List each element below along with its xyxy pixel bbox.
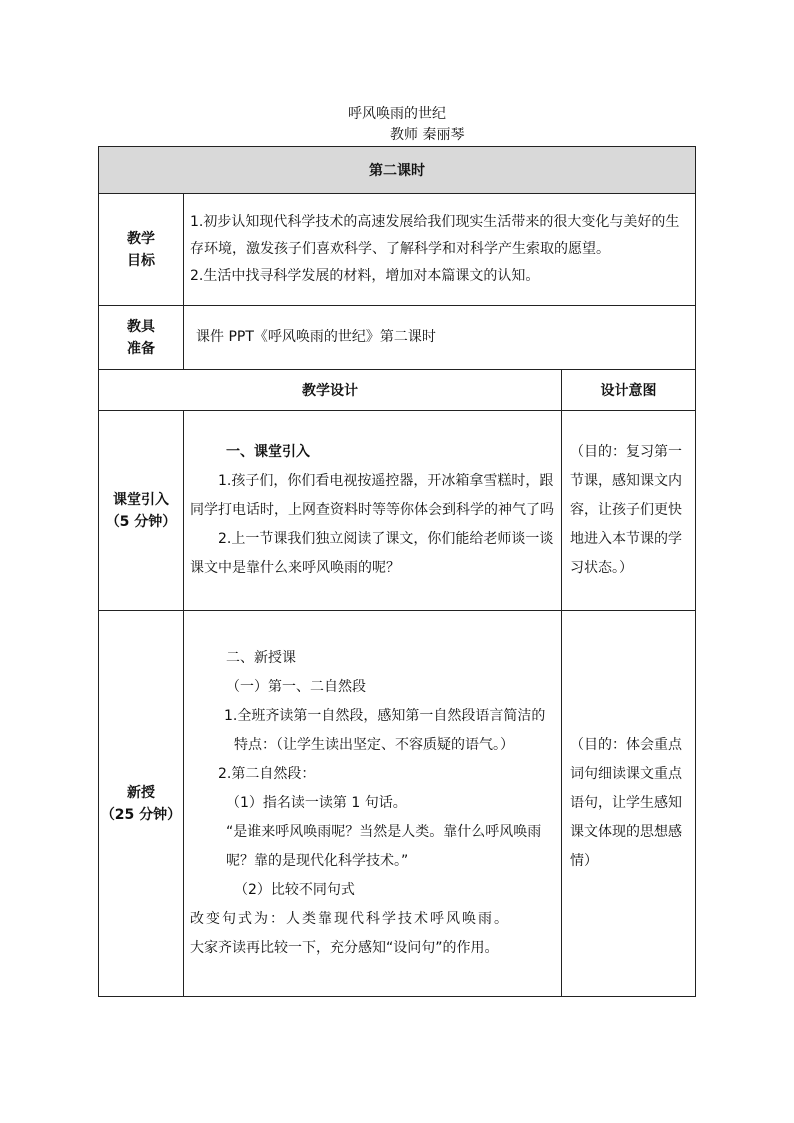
step-item: 2.第二自然段： bbox=[218, 766, 316, 782]
step-item: 1.全班齐读第一自然段，感知第一自然段语言简洁的特点：（让学生读出坚定、不容质疑的语气。） bbox=[224, 708, 546, 753]
rewrite-text: 改变句式为：人类靠现代科学技术呼风唤雨。 bbox=[190, 911, 510, 927]
section-heading: （一）第一、二自然段 bbox=[226, 679, 366, 695]
goal-item: 2.生活中找寻科学发展的材料，增加对本篇课文的认知。 bbox=[190, 268, 540, 284]
new-lesson-content bbox=[184, 611, 562, 997]
goal-item: 1.初步认知现代科学技术的高速发展给我们现实生活带来的很大变化与美好的生存环境，激发孩子们喜欢科学、了解科学和对科学产生索取的愿望。 bbox=[190, 214, 680, 257]
lesson-title: 第二课时 bbox=[99, 147, 696, 194]
lesson-title-row bbox=[99, 147, 696, 194]
intro-content bbox=[184, 411, 562, 611]
new-lesson-row bbox=[99, 611, 696, 997]
tools-row bbox=[99, 306, 696, 370]
goals-content bbox=[184, 194, 696, 306]
tools-label: 教具 准备 bbox=[99, 306, 184, 370]
design-column-header: 教学设计 bbox=[99, 370, 562, 411]
new-lesson-label: 新授 （25 分钟） bbox=[99, 611, 184, 997]
goals-label: 教学 目标 bbox=[99, 194, 184, 306]
goals-row bbox=[99, 194, 696, 306]
sub-step: （1）指名读一读第 1 句话。 bbox=[226, 795, 407, 811]
intro-heading: 一、课堂引入 bbox=[226, 444, 310, 460]
tools-content: 课件 PPT《呼风唤雨的世纪》第二课时 bbox=[184, 306, 696, 370]
intro-item: 1.孩子们，你们看电视按遥控器，开冰箱拿雪糕时，跟同学打电话时，上网查资料时等等你体会到科学的神气了吗 bbox=[190, 473, 554, 518]
document-title: 呼风唤雨的世纪 bbox=[348, 106, 446, 122]
column-header-row bbox=[99, 370, 696, 411]
lesson-plan-table bbox=[98, 146, 696, 997]
new-lesson-intent: （目的：体会重点词句细读课文重点语句，让学生感知课文体现的思想感情） bbox=[562, 611, 696, 997]
new-lesson-heading: 二、新授课 bbox=[226, 650, 296, 666]
intro-row bbox=[99, 411, 696, 611]
intro-intent: （目的：复习第一节课，感知课文内容，让孩子们更快地进入本节课的学习状态。） bbox=[562, 411, 696, 611]
compare-text: 大家齐读再比较一下，充分感知“设问句”的作用。 bbox=[190, 940, 499, 956]
quote-text: “是谁来呼风唤雨呢？当然是人类。靠什么呼风唤雨呢？靠的是现代化科学技术。” bbox=[226, 824, 542, 869]
teacher-name: 教师 秦丽琴 bbox=[390, 127, 465, 143]
intent-column-header: 设计意图 bbox=[562, 370, 696, 411]
intro-item: 2.上一节课我们独立阅读了课文，你们能给老师谈一谈课文中是靠什么来呼风唤雨的呢？ bbox=[190, 531, 554, 576]
sub-step: （2）比较不同句式 bbox=[234, 882, 355, 898]
intro-label: 课堂引入 （5 分钟） bbox=[99, 411, 184, 611]
